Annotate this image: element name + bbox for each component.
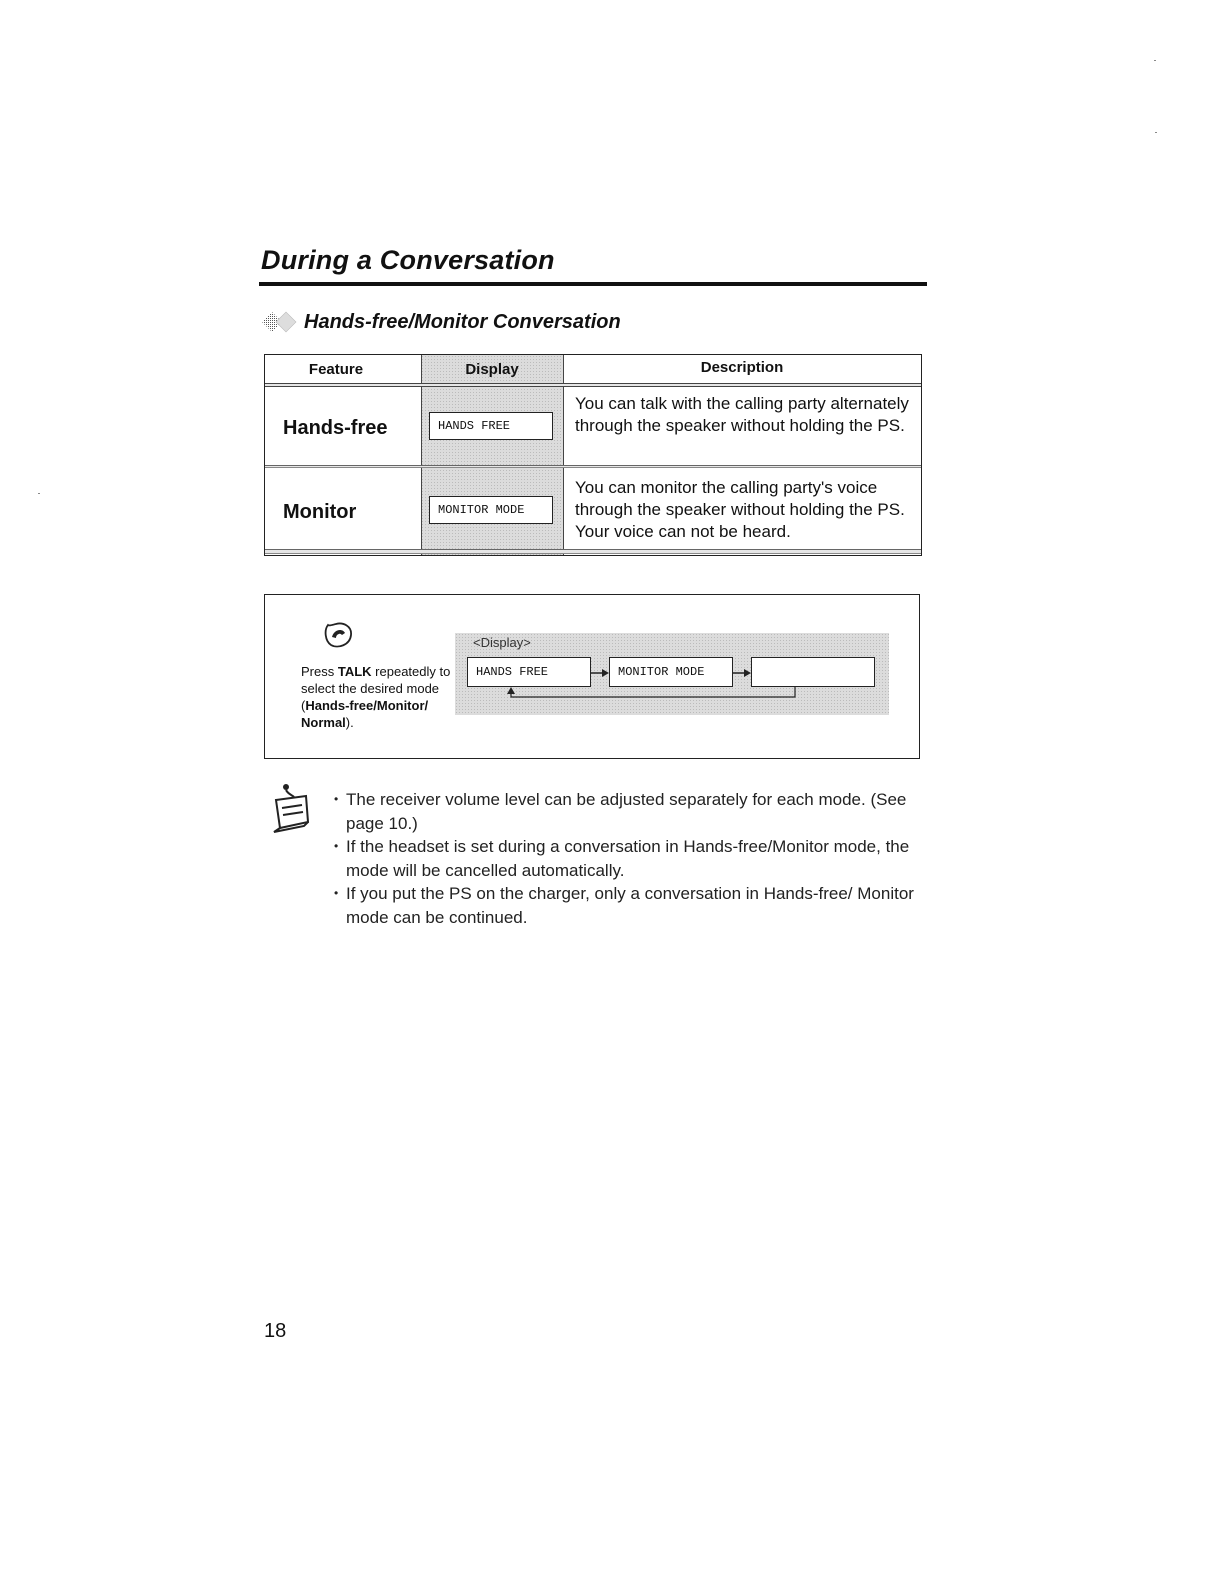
note-item: • The receiver volume level can be adjusted separately for each mode. (See page 10.): [334, 788, 924, 835]
header-feature: Feature: [308, 360, 364, 378]
instruction-select-text: repeatedly to select the desired mode (: [301, 664, 451, 713]
display-label: <Display>: [473, 635, 531, 650]
feature-table: [264, 354, 922, 556]
display-sequence-panel: [455, 633, 889, 715]
bottom-rule: [265, 549, 921, 554]
section-title: During a Conversation: [261, 245, 555, 275]
arrow-right-head: [602, 669, 609, 677]
display-hands-free: HANDS FREE: [467, 657, 591, 687]
header-description: Description: [700, 358, 784, 376]
feature-hands-free: Hands-free: [283, 417, 388, 439]
arrow-right-head: [744, 669, 751, 677]
mode-list: Hands-free/Monitor/ Normal: [301, 698, 429, 730]
description-monitor: You can monitor the calling party's voice through the speaker without holding the PS. Your voice can not be heard.: [575, 478, 905, 541]
description-hands-free: You can talk with the calling party alternately through the speaker without holding the PS.: [575, 394, 909, 435]
lcd-hands-free: HANDS FREE: [429, 412, 553, 440]
instruction-box: [264, 594, 920, 759]
instruction-press: Press: [301, 664, 338, 679]
header-rule: [265, 383, 921, 387]
lcd-monitor: MONITOR MODE: [429, 496, 553, 524]
header-display: Display: [465, 360, 519, 378]
page-number: 18: [264, 1320, 287, 1342]
sequence-arrows: [455, 633, 889, 715]
diamond-bullet-icon: [262, 310, 298, 334]
return-arrow: [511, 687, 795, 697]
title-rule: [259, 282, 927, 286]
notes-list: [334, 788, 924, 929]
subsection-title: Hands-free/Monitor Conversation: [304, 310, 621, 333]
note-item: • If you put the PS on the charger, only a conversation in Hands-free/ Monitor mode can be continued.: [334, 882, 924, 929]
note-pad-icon: [268, 782, 314, 834]
feature-monitor: Monitor: [283, 501, 357, 523]
note-item: • If the headset is set during a conversation in Hands-free/Monitor mode, the mode will be cancelled automatically.: [334, 835, 924, 882]
subsection-heading: [262, 310, 621, 334]
row-divider: [265, 465, 921, 468]
instruction-text: [301, 663, 461, 731]
talk-key-icon: [323, 621, 353, 649]
talk-key-label: TALK: [337, 664, 372, 679]
display-monitor-mode: MONITOR MODE: [609, 657, 733, 687]
instruction-end: ).: [345, 715, 354, 730]
return-arrow-head: [507, 687, 515, 694]
